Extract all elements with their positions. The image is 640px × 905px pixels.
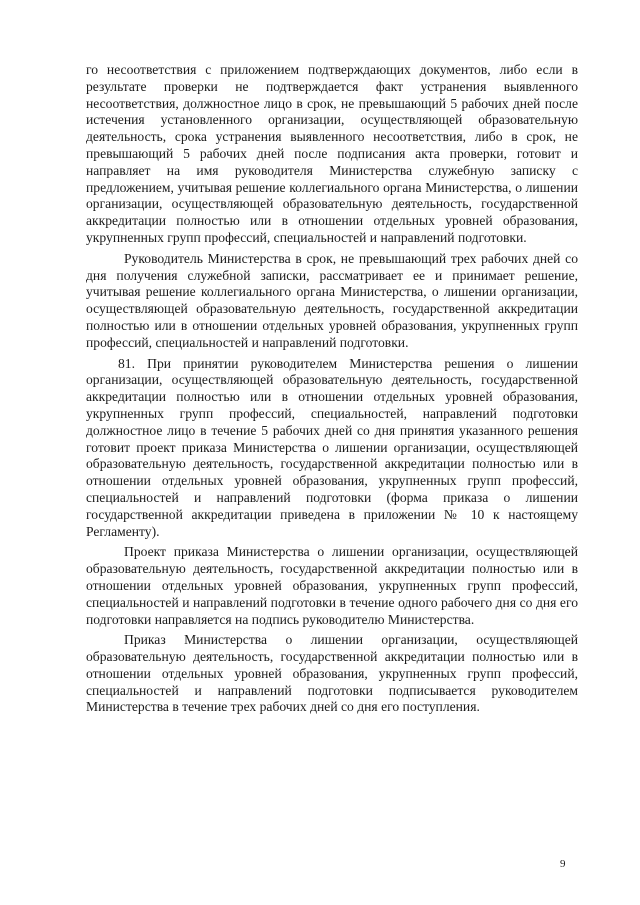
document-body — [86, 62, 578, 720]
paragraph-4: Проект приказа Министерства о лишении организации, осуществляющей образовательную деятельность, государственной аккредитации полностью или в отношении отдельных уровней образования, укрупненных групп профессий, специальностей и направлений подготовки в течение одного рабочего дня со дня его подготовки направляется на подпись руководителю Министерства. — [86, 544, 578, 627]
paragraph-3: 81. При принятии руководителем Министерства решения о лишении организации, осуществляющей образовательную деятельность, государственной аккредитации полностью или в отношении отдельных уровней образования, укрупненных групп профессий, специальностей, направлений подготовки должностное лицо в течение 5 рабочих дней со дня принятия указанного решения готовит проект приказа Министерства о лишении организации, осуществляющей образовательную деятельность, государственной аккредитации полностью или в отношении отдельных уровней образования, укрупненных групп профессий, специальностей и направлений подготовки (форма приказа о лишении государственной аккредитации приведена в приложении № 10 к настоящему Регламенту). — [86, 355, 578, 539]
page-number: 9 — [560, 858, 566, 870]
paragraph-5: Приказ Министерства о лишении организации, осуществляющей образовательную деятельность, государственной аккредитации полностью или в отношении отдельных уровней образования, укрупненных групп профессий, специальностей и направлений подготовки подписывается руководителем Министерства в течение трех рабочих дней со дня его поступления. — [86, 632, 578, 715]
paragraph-1: го несоответствия с приложением подтверждающих документов, либо если в результате проверки не подтверждается факт устранения выявленного несоответствия, должностное лицо в срок, не превышающий 5 рабочих дней после истечения установленного организации, осуществляющей образовательную деятельность, срока устранения выявленного несоответствия, либо в срок, не превышающий 5 рабочих дней после подписания акта проверки, готовит и направляет на имя руководителя Министерства служебную записку с предложением, учитывая решение коллегиального органа Министерства, о лишении организации, осуществляющей образовательную деятельность, государственной аккредитации полностью или в отношении отдельных уровней образования, укрупненных групп профессий, специальностей и направлений подготовки. — [86, 62, 578, 245]
paragraph-2: Руководитель Министерства в срок, не превышающий трех рабочих дней со дня получения служебной записки, рассматривает ее и принимает решение, учитывая решение коллегиального органа Министерства, о лишении организации, осуществляющей образовательную деятельность, государственной аккредитации полностью или в отношении отдельных уровней образования, укрупненных групп профессий, специальностей и направлений подготовки. — [86, 250, 578, 350]
